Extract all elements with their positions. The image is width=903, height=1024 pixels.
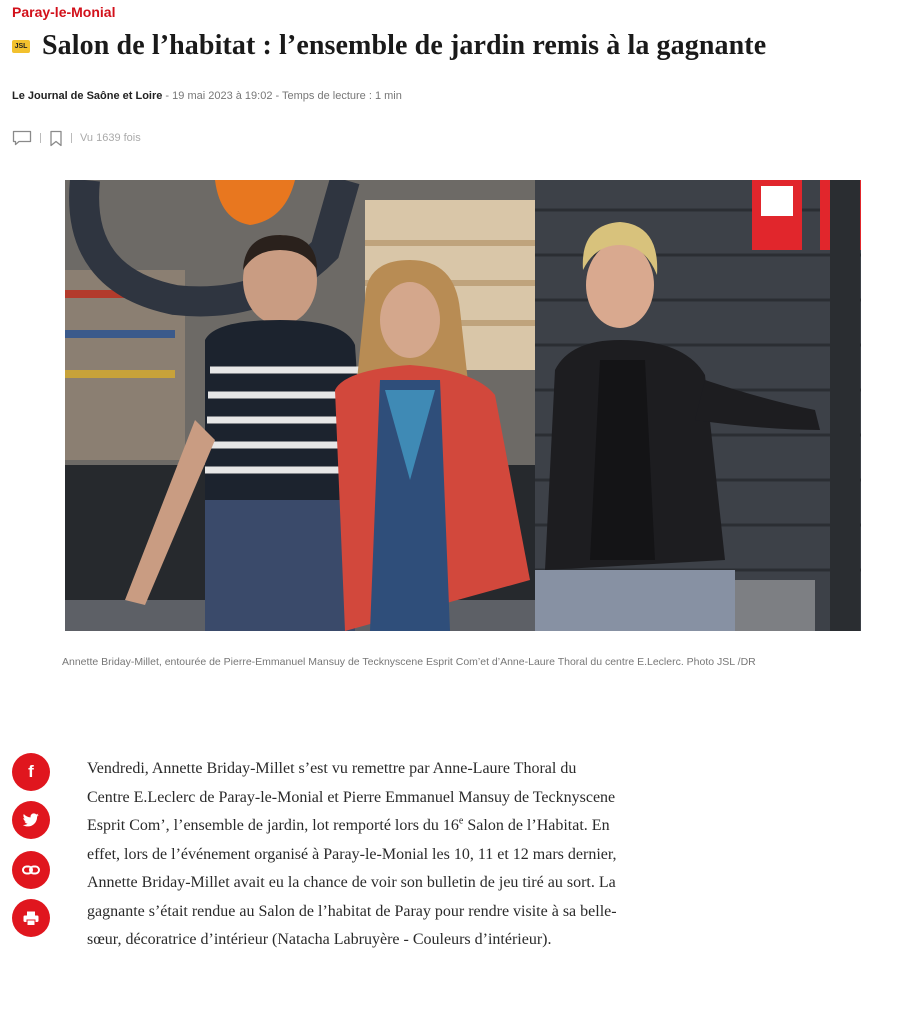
title-row: [12, 30, 766, 62]
copy-link-button[interactable]: [12, 851, 50, 889]
comment-icon[interactable]: [12, 130, 32, 146]
body-text-part: Vendredi, Annette Briday-Millet s’est vu remettre par Anne-Laure Thoral du Centre E.Leclerc de Paray-le-Monial et Pierre Emmanuel Mansuy de Tecknyscene Esprit Com’, l’ensemble de jardin, lot remporté lors du 16: [87, 760, 616, 834]
bookmark-icon[interactable]: [49, 130, 63, 147]
article-photo: [65, 180, 861, 631]
print-button[interactable]: [12, 899, 50, 937]
category-link[interactable]: Paray-le-Monial: [12, 4, 116, 20]
ordinal-suffix: e: [458, 815, 464, 827]
article-title: Salon de l’habitat : l’ensemble de jardin remis à la gagnante: [42, 30, 767, 61]
source-name[interactable]: Le Journal de Saône et Loire: [12, 90, 163, 102]
twitter-icon: [23, 813, 39, 827]
facebook-icon: f: [28, 762, 34, 781]
body-text-part: Salon de l’Habitat. En effet, lors de l’événement organisé à Paray-le-Monial les 10, 11 et 12 mars dernier, Annette Briday-Millet avait eu la chance de voir son bulletin de jeu tiré au sort. La gagnante s’était rendue au Salon de l’habitat de Paray pour rendre visite à sa belle-sœur, décoratrice d’intérieur (Natacha Labruyère - Couleurs d’intérieur).: [87, 817, 617, 948]
article-body: [87, 755, 617, 955]
view-count: Vu 1639 fois: [80, 132, 141, 144]
link-icon: [22, 864, 40, 876]
share-twitter-button[interactable]: [12, 801, 50, 839]
photo-caption: Annette Briday-Millet, entourée de Pierre-Emmanuel Mansuy de Tecknyscene Esprit Com’et d’Anne-Laure Thoral du centre E.Leclerc. Photo JSL /DR: [62, 656, 756, 668]
print-icon: [23, 911, 39, 926]
share-facebook-button[interactable]: [12, 753, 50, 791]
byline: [12, 90, 402, 102]
toolbar-divider: [71, 133, 72, 143]
article-toolbar: [12, 129, 141, 147]
jsl-logo-badge: JSL: [12, 40, 30, 53]
toolbar-divider: [40, 133, 41, 143]
publish-meta: - 19 mai 2023 à 19:02 - Temps de lecture : 1 min: [162, 90, 402, 102]
